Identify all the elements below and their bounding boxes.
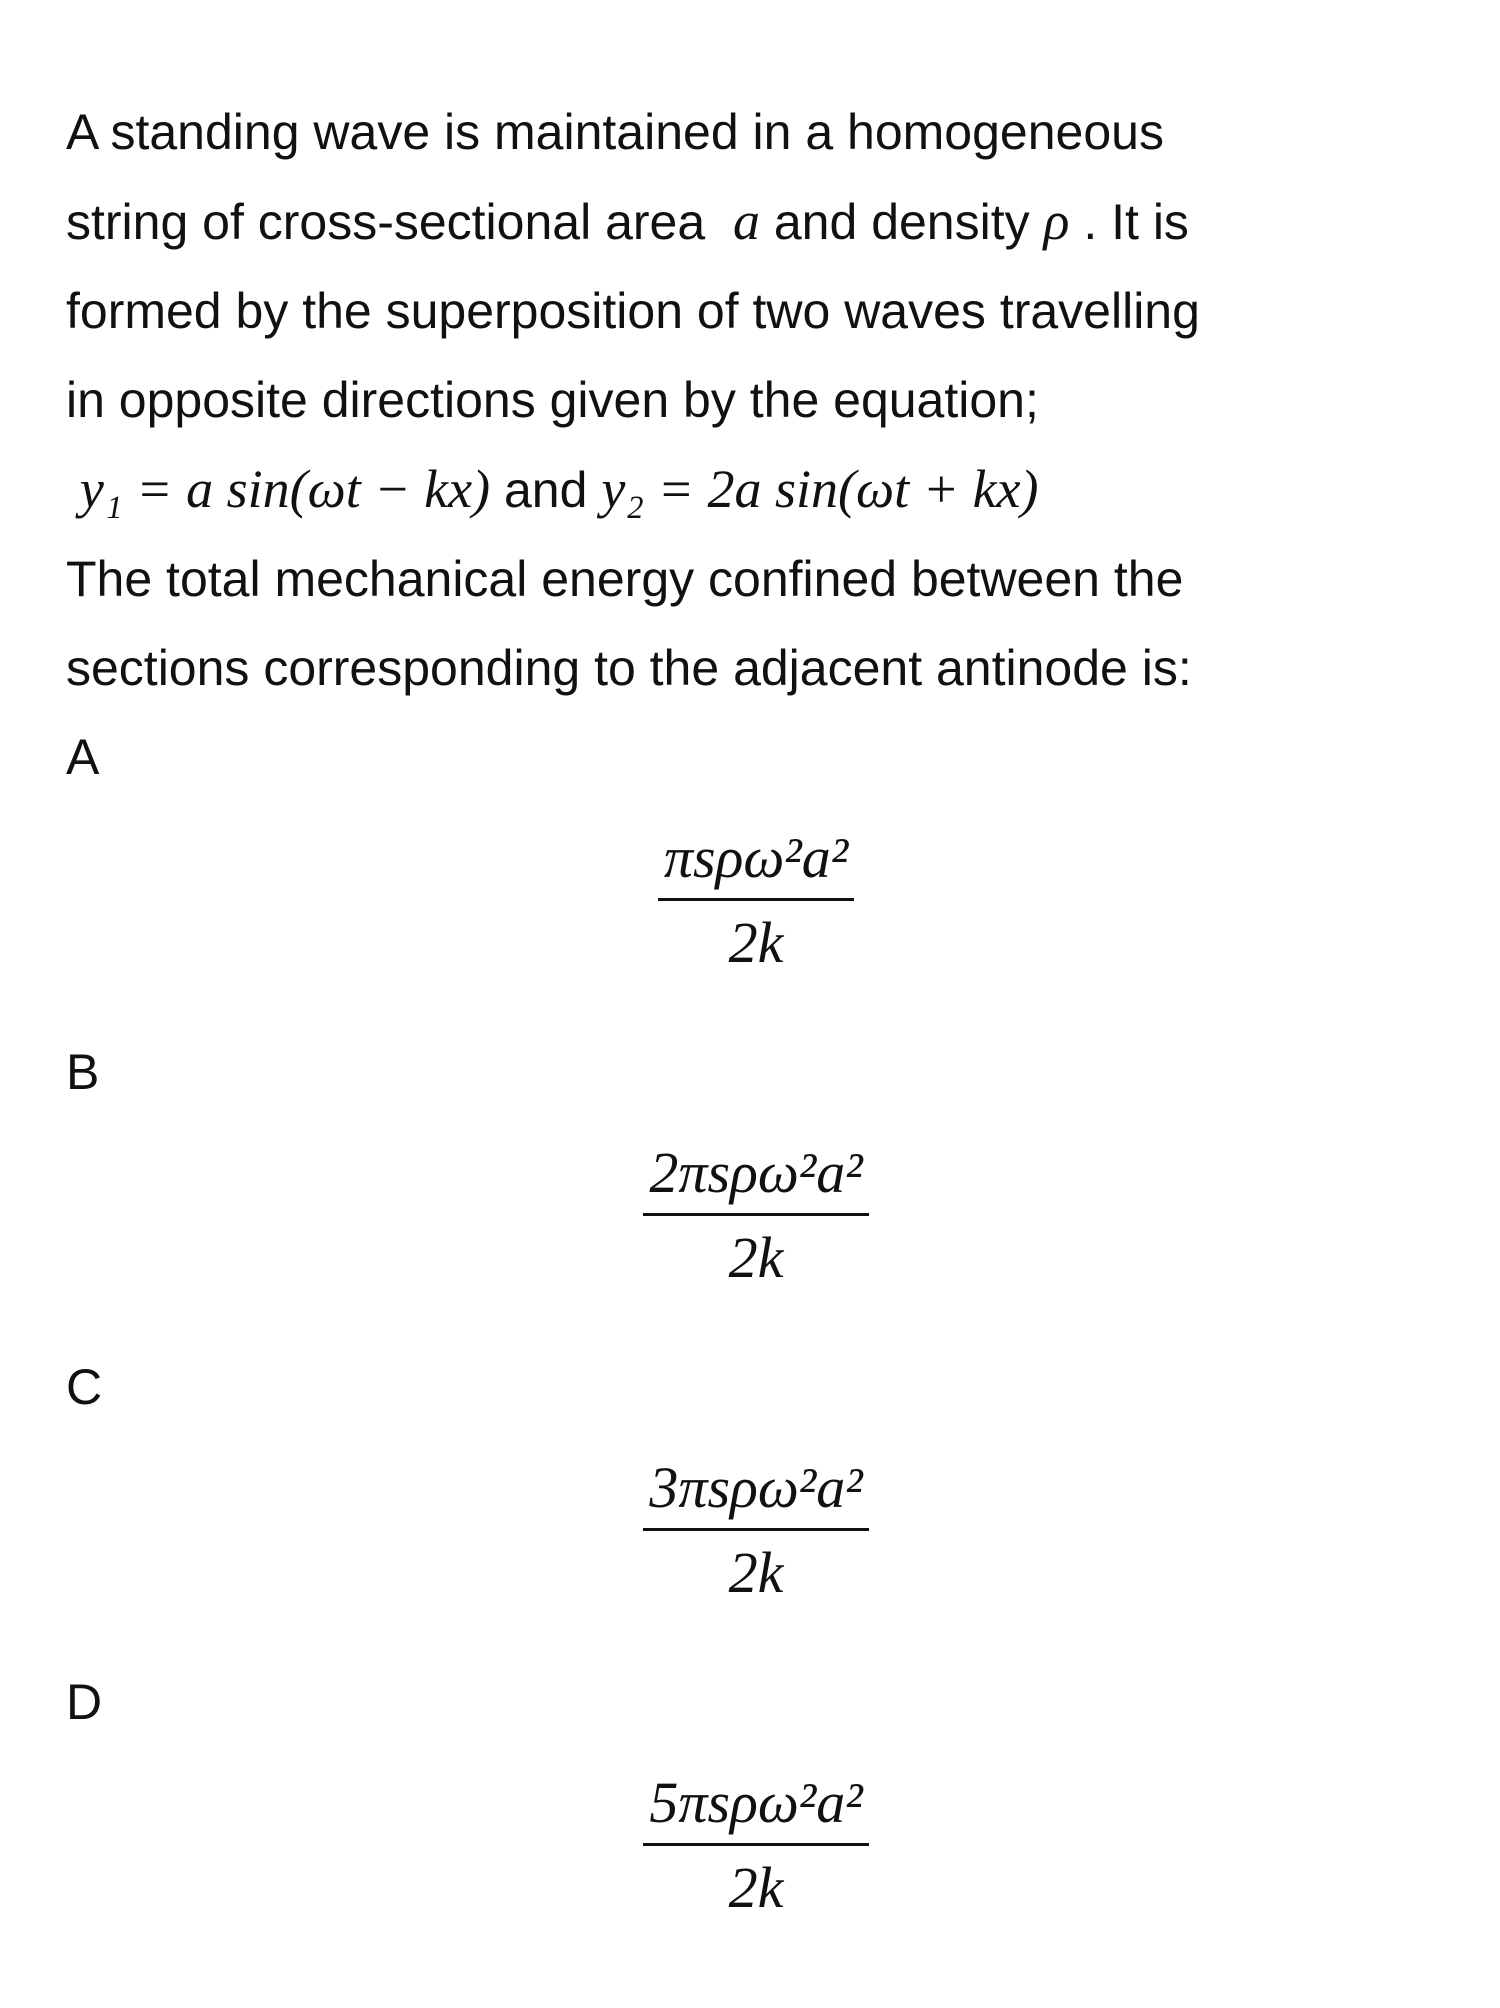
option-d-formula [66,1747,1446,1973]
option-c-denominator: 2k [728,1540,784,1605]
option-b-formula [66,1117,1446,1343]
variable-rho: ρ [1043,191,1070,251]
option-d-denominator: 2k [728,1855,784,1920]
option-b-denominator: 2k [728,1225,784,1290]
equation-y1: y₁ = a sin(ωt − kx) [79,459,491,519]
equation-y2: y₂ = 2a sin(ωt + kx) [601,459,1039,519]
option-d[interactable] [66,1658,1446,1973]
option-d-letter: D [66,1674,103,1730]
variable-a: a [732,191,760,251]
option-b[interactable] [66,1028,1446,1343]
option-c-letter: C [66,1359,103,1415]
option-a-letter: A [66,729,100,785]
fraction [643,1452,868,1609]
option-a-denominator: 2k [728,910,784,975]
question-line-6: The total mechanical energy confined between the [66,551,1184,607]
question-line-3: formed by the superposition of two waves travelling [66,283,1200,339]
fraction [658,822,854,979]
option-c[interactable] [66,1343,1446,1658]
question-document [66,88,1446,1973]
option-a-formula [66,802,1446,1028]
question-line-2c: . It is [1083,194,1189,250]
option-b-numerator: 2πsρω²a² [643,1137,868,1216]
option-b-letter: B [66,1044,100,1100]
fraction [643,1137,868,1294]
question-line-1: A standing wave is maintained in a homogeneous [66,104,1164,160]
question-line-4: in opposite directions given by the equation; [66,372,1039,428]
question-text [66,88,1446,713]
fraction [643,1767,868,1924]
option-d-numerator: 5πsρω²a² [643,1767,868,1846]
equation-and: and [503,462,588,518]
option-c-numerator: 3πsρω²a² [643,1452,868,1531]
option-a-numerator: πsρω²a² [658,822,854,901]
question-line-7: sections corresponding to the adjacent antinode is: [66,640,1192,696]
question-line-2a: string of cross-sectional area [66,194,706,250]
option-c-formula [66,1432,1446,1658]
option-a[interactable] [66,713,1446,1028]
question-line-2b: and density [773,194,1030,250]
